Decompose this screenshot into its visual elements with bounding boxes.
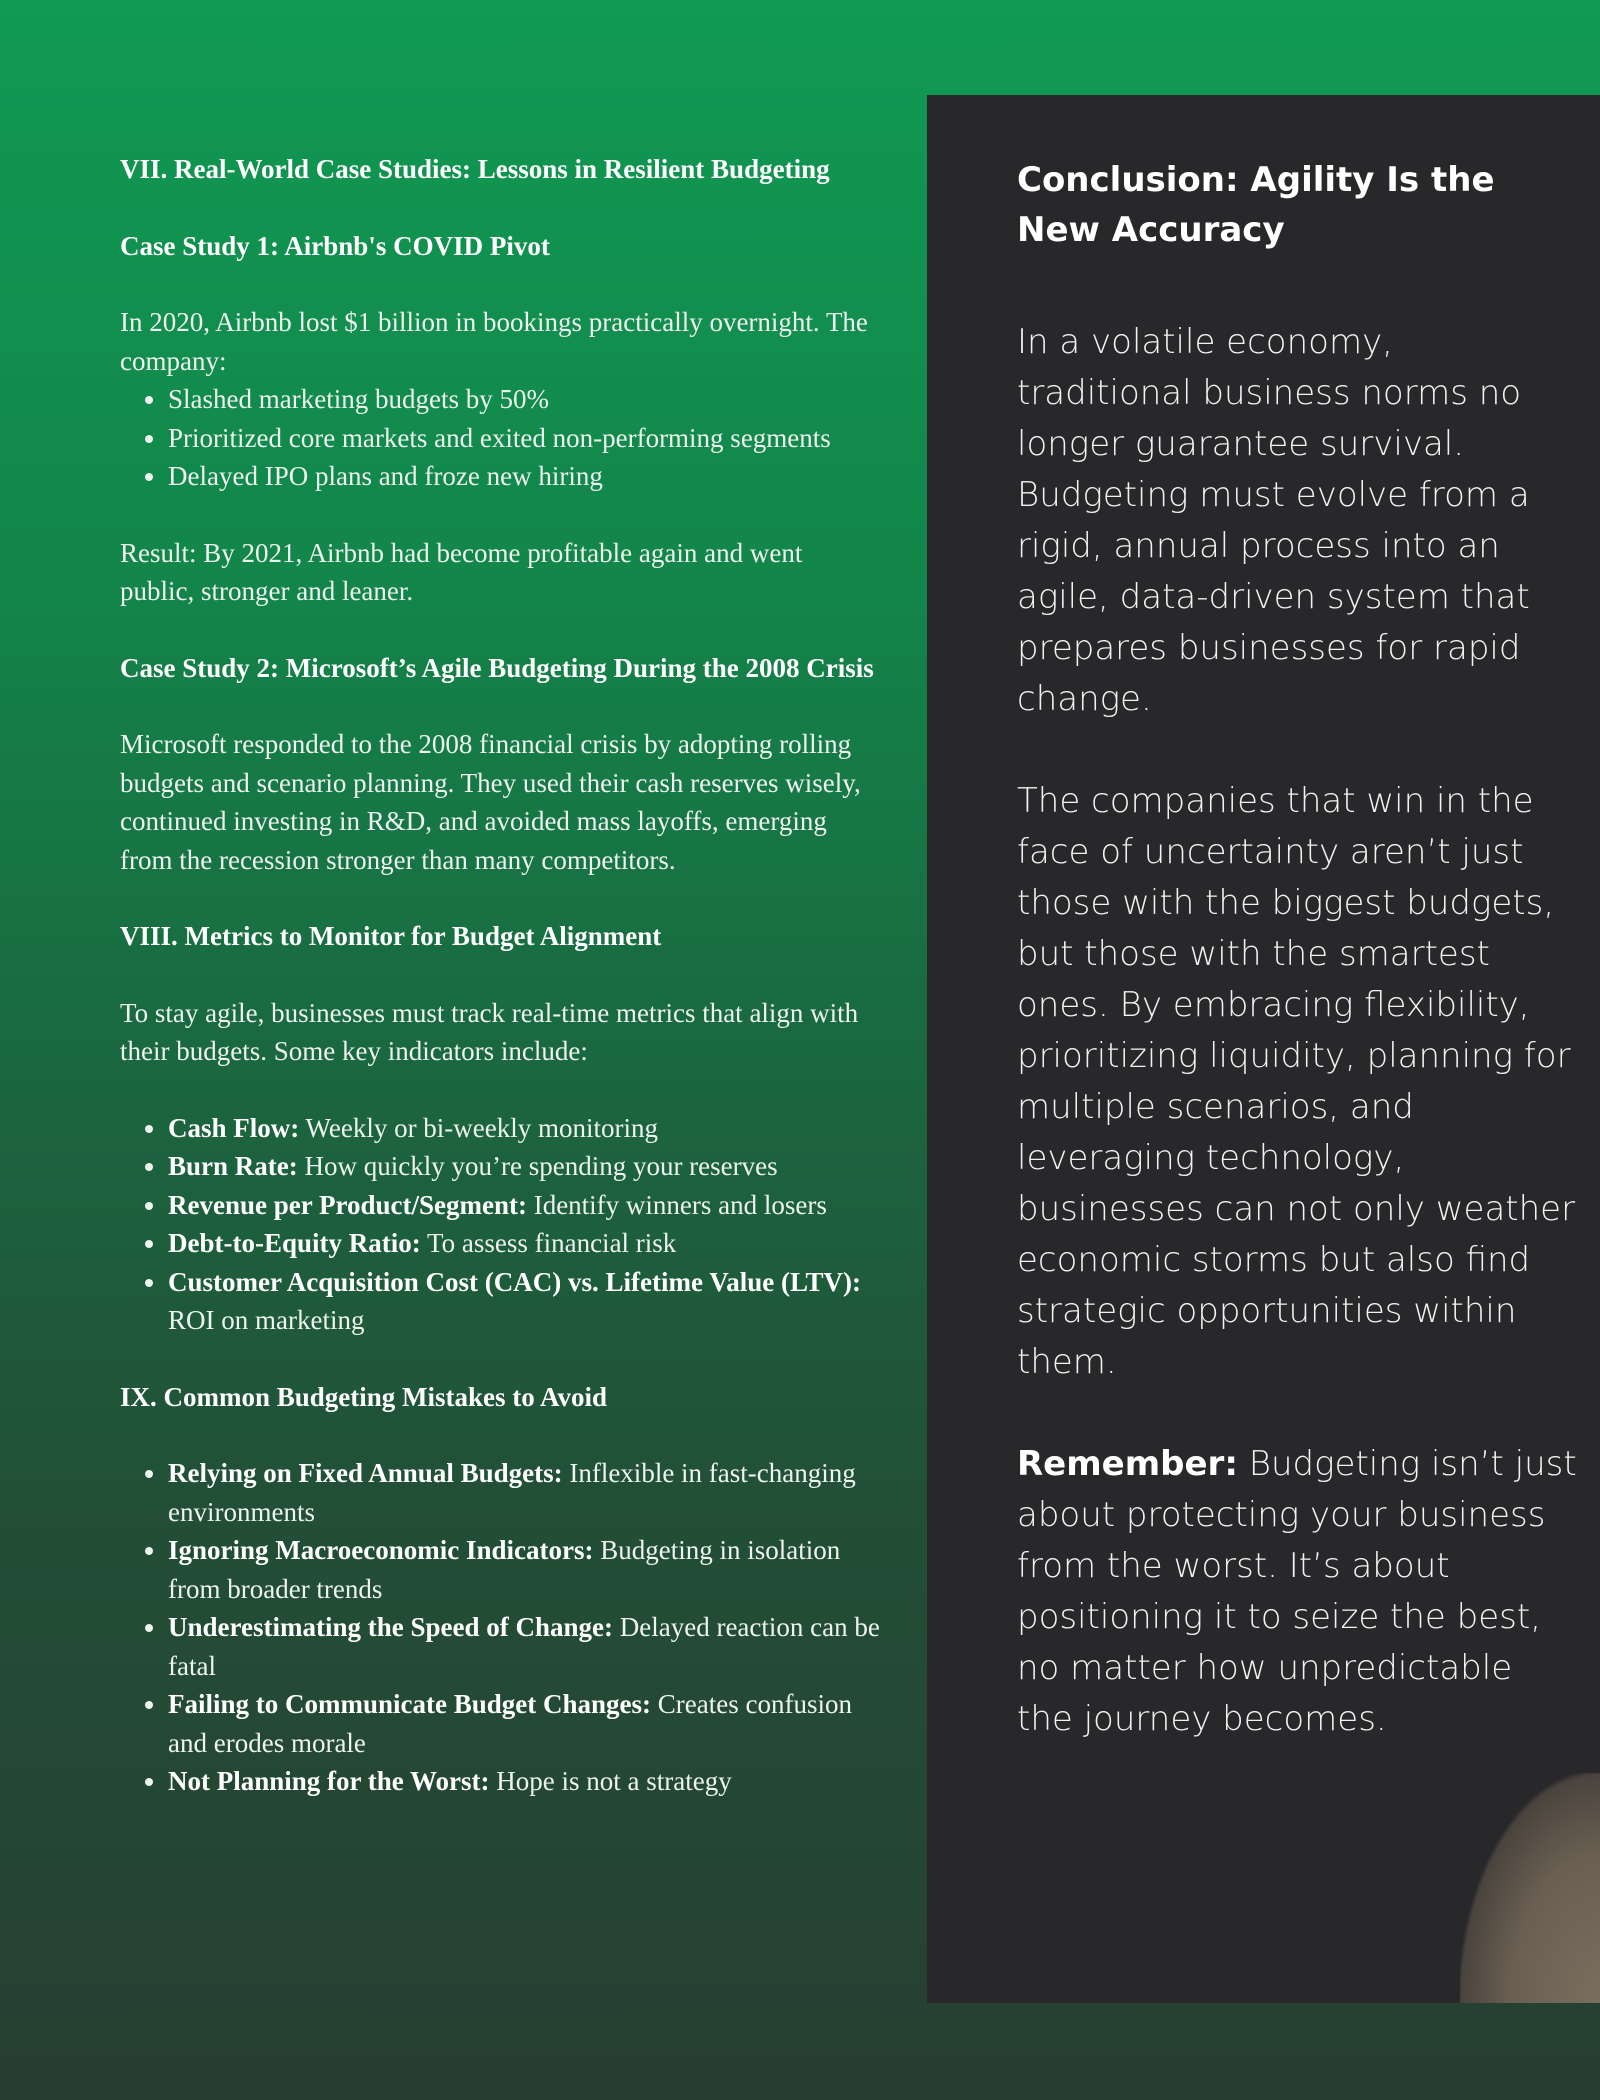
conclusion-content — [1017, 155, 1577, 1796]
remember-paragraph — [1017, 1439, 1577, 1745]
conclusion-paragraph-1: In a volatile economy, traditional business norms no longer guarantee survival. Budgeting must evolve from a rigid, annual process into an agile, data-driven system that prepares businesses for rapid change. — [1017, 322, 1530, 719]
photo-corner-image — [1460, 1773, 1600, 2003]
list-item-term: Debt-to-Equity Ratio: — [168, 1228, 421, 1258]
list-item-desc: How quickly you’re spending your reserves — [297, 1151, 778, 1181]
conclusion-paragraph-2: The companies that win in the face of uncertainty aren’t just those with the biggest budgets, but those with the smartest ones. By embracing flexibility, prioritizing liquidity, planning for multiple scenarios, and leveraging technology, businesses can not only weather economic storms but also find strategic opportunities within them. — [1017, 781, 1576, 1382]
remember-text: Budgeting isn’t just about protecting your business from the worst. It’s about positioning it to seize the best, no matter how unpredictable the journey becomes. — [1017, 1444, 1577, 1739]
list-item — [168, 1531, 880, 1608]
list-item-term: Revenue per Product/Segment: — [168, 1189, 527, 1220]
list-item — [168, 1762, 880, 1801]
section-8-heading: VIII. Metrics to Monitor for Budget Alignment — [120, 921, 662, 951]
list-item-term: Customer Acquisition Cost (CAC) vs. Lifetime Value (LTV): — [168, 1266, 862, 1297]
list-item: • Slashed marketing budgets by 50% — [168, 380, 880, 419]
case-study-1-list — [120, 380, 880, 496]
list-item: • Prioritized core markets and exited non-performing segments — [168, 419, 880, 458]
list-item — [168, 1608, 880, 1685]
section-9-heading: IX. Common Budgeting Mistakes to Avoid — [120, 1381, 608, 1412]
list-item-desc: Identify winners and losers — [526, 1189, 827, 1220]
list-item-term: Cash Flow: — [168, 1112, 300, 1143]
list-item-term: Failing to Communicate Budget Changes: — [168, 1689, 652, 1719]
list-item — [168, 1454, 880, 1531]
case-study-1-intro: In 2020, Airbnb lost $1 billion in bookings practically overnight. The company: — [120, 307, 868, 376]
mistakes-list — [120, 1454, 880, 1801]
list-item-desc: ROI on marketing — [168, 1305, 365, 1335]
list-item — [168, 1109, 880, 1148]
list-item-term: Not Planning for the Worst: — [168, 1766, 490, 1796]
case-study-1-heading: Case Study 1: Airbnb's COVID Pivot — [120, 230, 550, 261]
list-item-term: Underestimating the Speed of Change: — [168, 1612, 613, 1642]
case-study-2-body: Microsoft responded to the 2008 financial crisis by adopting rolling budgets and scenario planning. They used their cash reserves wisely, continued investing in R&D, and avoided mass layoffs, emerging from the recession stronger than many competitors. — [120, 729, 861, 875]
conclusion-panel — [927, 95, 1600, 2003]
list-item — [168, 1186, 880, 1225]
list-item — [168, 1224, 880, 1263]
case-study-1-result: Result: By 2021, Airbnb had become profitable again and went public, stronger and leaner. — [120, 537, 803, 606]
list-item-desc: Delayed reaction can be fatal — [168, 1612, 880, 1681]
list-item-term: Relying on Fixed Annual Budgets: — [168, 1458, 563, 1488]
list-item: • Delayed IPO plans and froze new hiring — [168, 457, 880, 496]
list-item — [168, 1685, 880, 1762]
metrics-list — [120, 1109, 880, 1340]
list-item-term: Burn Rate: — [168, 1151, 298, 1181]
case-study-2-heading: Case Study 2: Microsoft’s Agile Budgeting During the 2008 Crisis — [120, 652, 874, 683]
list-item — [168, 1263, 880, 1340]
list-item-desc: Creates confusion and erodes morale — [168, 1689, 852, 1758]
section-8-intro: To stay agile, businesses must track real-time metrics that align with their budgets. Some key indicators include: — [120, 997, 859, 1066]
list-item-desc: Budgeting in isolation from broader trends — [168, 1535, 841, 1604]
list-item-desc: Hope is not a strategy — [489, 1766, 732, 1796]
conclusion-title: Conclusion: Agility Is the New Accuracy — [1017, 160, 1495, 250]
list-item-desc: Weekly or bi-weekly monitoring — [299, 1112, 659, 1143]
list-item-desc: To assess financial risk — [420, 1228, 677, 1258]
section-7-heading: VII. Real-World Case Studies: Lessons in Resilient Budgeting — [120, 154, 830, 184]
left-column — [120, 150, 880, 1839]
list-item-term: Ignoring Macroeconomic Indicators: — [168, 1535, 594, 1565]
list-item-desc: Inflexible in fast-changing environments — [168, 1458, 856, 1527]
remember-label: Remember: — [1017, 1444, 1238, 1484]
list-item — [168, 1147, 880, 1186]
